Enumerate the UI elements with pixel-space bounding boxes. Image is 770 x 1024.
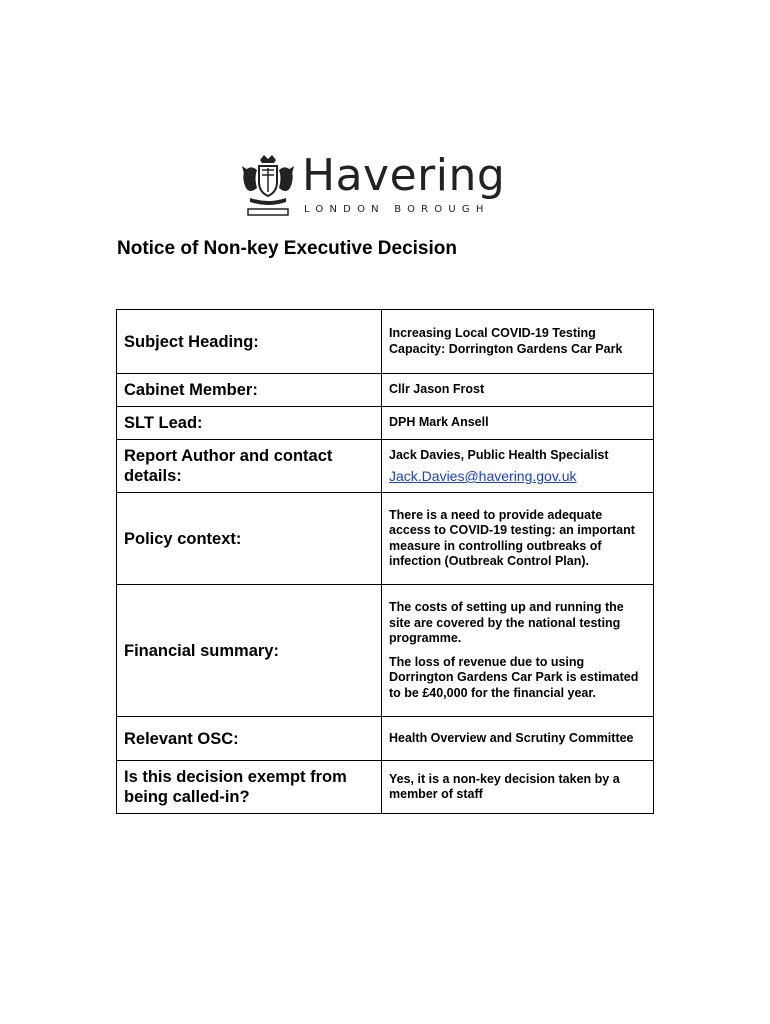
document-title: Notice of Non-key Executive Decision [117,238,457,259]
row-value-report-author [382,440,654,493]
row-value-text: DPH Mark Ansell [389,415,489,430]
row-value-text: There is a need to provide adequate access to COVID-19 testing: an important measure in controlling outbreaks of infection (Outbreak Control Plan). [389,507,635,568]
table-row [117,717,654,761]
row-value-policy-context [382,493,654,585]
row-value-relevant-osc [382,717,654,761]
row-value-text: Cllr Jason Frost [389,382,485,397]
table-row [117,493,654,585]
table-row [117,374,654,407]
table-row [117,761,654,814]
row-value-text: The costs of setting up and running the site are covered by the national testing programme. [389,600,624,645]
row-label-call-in-exempt: Is this decision exempt from being called-in? [117,761,382,814]
author-email-link[interactable]: Jack.Davies@havering.gov.uk [389,468,577,484]
row-value-text: Increasing Local COVID-19 Testing Capacity: Dorrington Gardens Car Park [389,326,623,356]
havering-logo [240,150,530,222]
table-row [117,310,654,374]
row-label-subject-heading: Subject Heading: [117,310,382,374]
borough-crest-icon [240,154,296,218]
row-value-cabinet-member [382,374,654,407]
logo-subtitle: LONDON BOROUGH [304,204,490,215]
row-label-relevant-osc: Relevant OSC: [117,717,382,761]
row-label-report-author: Report Author and contact details: [117,440,382,493]
table-row [117,585,654,717]
row-label-policy-context: Policy context: [117,493,382,585]
row-value-slt-lead [382,407,654,440]
row-value-text: The loss of revenue due to using Dorrington Gardens Car Park is estimated to be £40,000 for the financial year. [389,654,639,700]
row-value-text: Yes, it is a non-key decision taken by a member of staff [389,771,620,801]
table-row [117,407,654,440]
row-label-cabinet-member: Cabinet Member: [117,374,382,407]
decision-table [116,309,654,814]
row-label-financial-summary: Financial summary: [117,585,382,717]
row-value-text: Jack Davies, Public Health Specialist [389,447,609,462]
row-label-slt-lead: SLT Lead: [117,407,382,440]
table-row [117,440,654,493]
logo-wordmark: Havering [302,150,506,201]
row-value-financial-summary [382,585,654,717]
row-value-call-in-exempt [382,761,654,814]
row-value-subject-heading [382,310,654,374]
row-value-text: Health Overview and Scrutiny Committee [389,730,634,745]
